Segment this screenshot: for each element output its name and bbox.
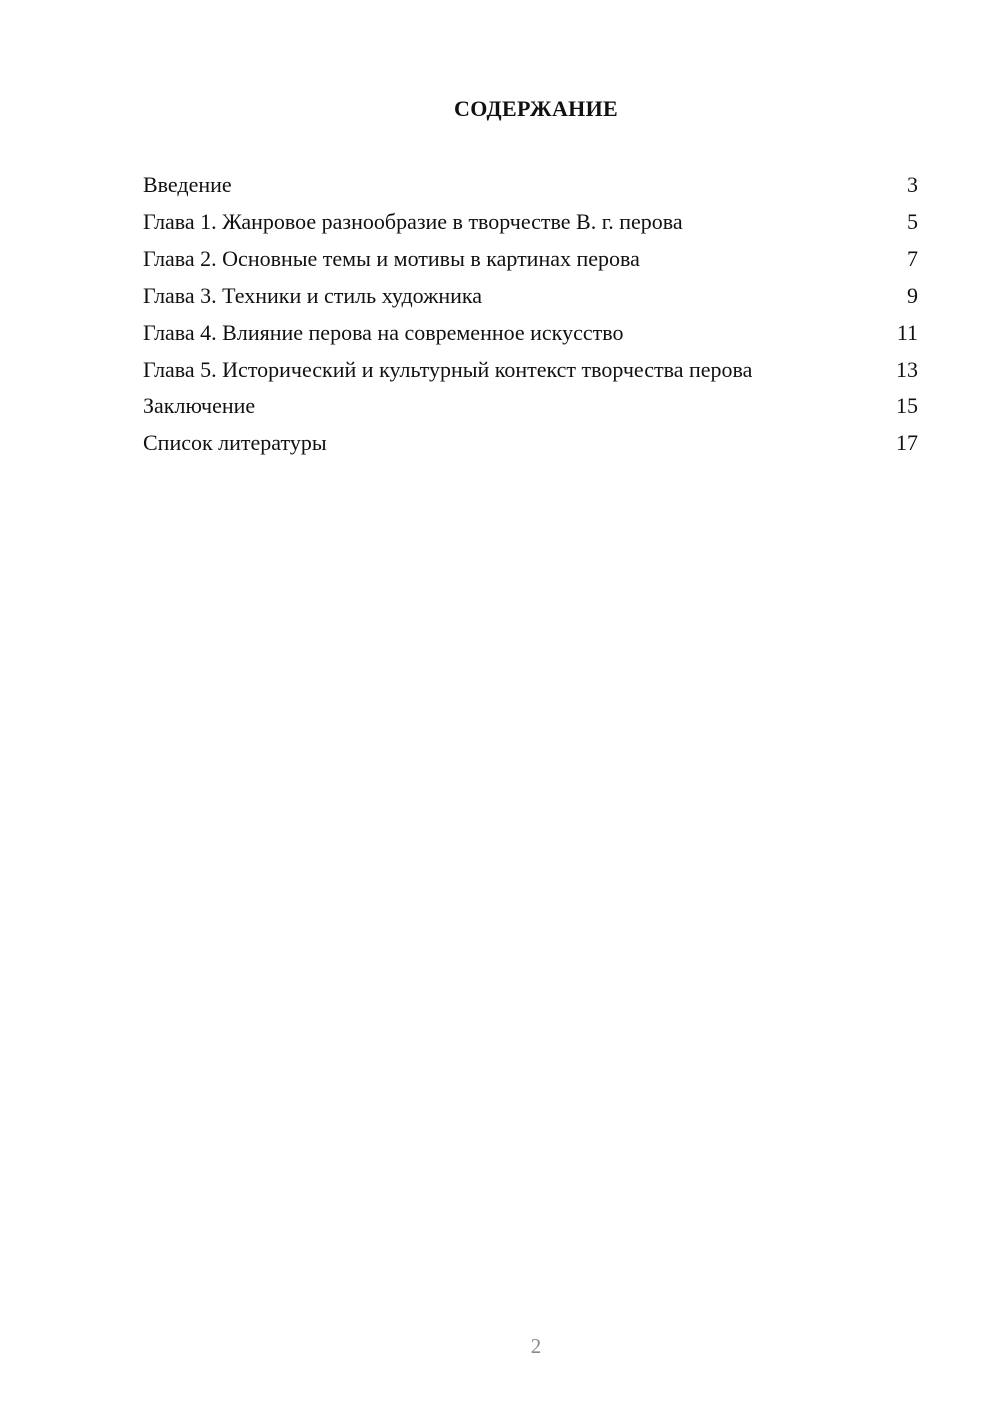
toc-entry-label: Глава 1. Жанровое разнообразие в творчестве В. г. перова: [143, 209, 683, 234]
table-of-contents: [143, 171, 918, 466]
toc-entry-label: Глава 5. Исторический и культурный контекст творчества перова: [143, 357, 753, 382]
toc-entry-label: Глава 4. Влияние перова на современное искусство: [143, 320, 624, 345]
toc-entry-page: 5: [907, 209, 918, 234]
toc-entry-page: 11: [896, 320, 918, 345]
toc-entry-chapter-1[interactable]: [143, 208, 918, 236]
toc-entry-page: 15: [896, 393, 918, 418]
toc-entry-conclusion[interactable]: [143, 392, 918, 420]
toc-entry-label: Заключение: [143, 393, 256, 418]
toc-entry-page: 7: [907, 246, 918, 271]
toc-entry-label: Глава 2. Основные темы и мотивы в картинах перова: [143, 246, 640, 271]
toc-entry-page: 9: [907, 283, 918, 308]
toc-entry-label: Глава 3. Техники и стиль художника: [143, 283, 482, 308]
toc-entry-label: Введение: [143, 172, 232, 197]
toc-entry-chapter-4[interactable]: [143, 319, 918, 347]
toc-entry-page: 13: [896, 357, 918, 382]
toc-entry-chapter-2[interactable]: [143, 245, 918, 273]
toc-entry-page: 17: [896, 430, 918, 455]
toc-entry-page: 3: [907, 172, 918, 197]
toc-entry-label: Список литературы: [143, 430, 327, 455]
toc-entry-chapter-3[interactable]: [143, 282, 918, 310]
toc-entry-introduction[interactable]: [143, 171, 918, 199]
page-number: 2: [530, 1334, 542, 1358]
toc-entry-chapter-5[interactable]: [143, 356, 918, 383]
toc-entry-references[interactable]: [143, 429, 918, 457]
page-title: СОДЕРЖАНИЕ: [454, 96, 618, 121]
